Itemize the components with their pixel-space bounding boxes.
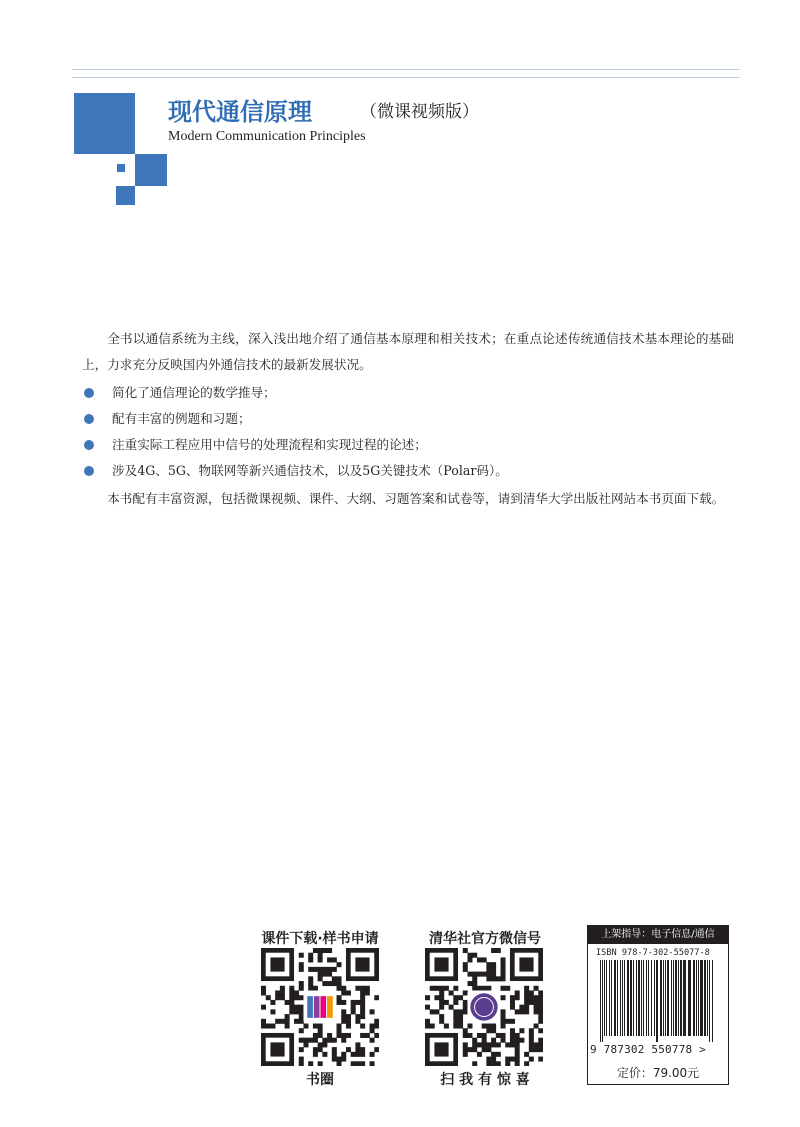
book-title-english: Modern Communication Principles	[168, 129, 366, 144]
qr-caption-scan: 扫 我 有 惊 喜	[440, 1072, 530, 1088]
feature-list	[82, 380, 742, 484]
top-rule-upper	[72, 69, 740, 70]
intro-paragraph	[82, 326, 734, 378]
book-title: 现代通信原理	[168, 98, 312, 126]
qr-title-courseware: 课件下载·样书申请	[261, 931, 379, 947]
resources-text: 本书配有丰富资源，包括微课视频、课件、大纲、习题答案和试卷等，请到清华大学出版社网站本书页面下载。	[107, 491, 725, 506]
book-logo-icon	[303, 990, 336, 1023]
price: 定价：79.00元	[616, 1066, 700, 1080]
book-edition: （微课视频版）	[360, 102, 479, 122]
list-item: 配有丰富的例题和习题；	[82, 406, 742, 432]
resources-paragraph	[82, 486, 734, 512]
intro-text: 全书以通信系统为主线，深入浅出地介绍了通信基本原理和相关技术；在重点论述传统通信技术基本理论的基础上，力求充分反映国内外通信技术的最新发展状况。	[82, 331, 734, 372]
bullet-icon	[84, 388, 94, 398]
qr-title-wechat: 清华社官方微信号	[429, 931, 541, 947]
shelving-category: 上架指导：电子信息/通信	[588, 926, 728, 944]
isbn-text: ISBN 978-7-302-55077-8	[596, 948, 710, 958]
qr-code-courseware[interactable]	[261, 948, 379, 1066]
list-item: 涉及4G、5G、物联网等新兴通信技术，以及5G关键技术（Polar码）。	[82, 458, 742, 484]
qr-caption-shuquan: 书圈	[306, 1072, 334, 1088]
isbn-barcode-box	[587, 925, 729, 1085]
barcode-icon	[598, 960, 718, 1042]
qr-code-wechat[interactable]	[425, 948, 543, 1066]
bullet-icon	[84, 414, 94, 424]
list-item: 简化了通信理论的数学推导；	[82, 380, 742, 406]
bullet-icon	[84, 440, 94, 450]
list-item: 注重实际工程应用中信号的处理流程和实现过程的论述；	[82, 432, 742, 458]
publisher-seal-icon	[467, 990, 500, 1023]
barcode-digits: 9 787302 550778 >	[590, 1043, 706, 1056]
bullet-icon	[84, 466, 94, 476]
top-rule-lower	[72, 77, 740, 78]
